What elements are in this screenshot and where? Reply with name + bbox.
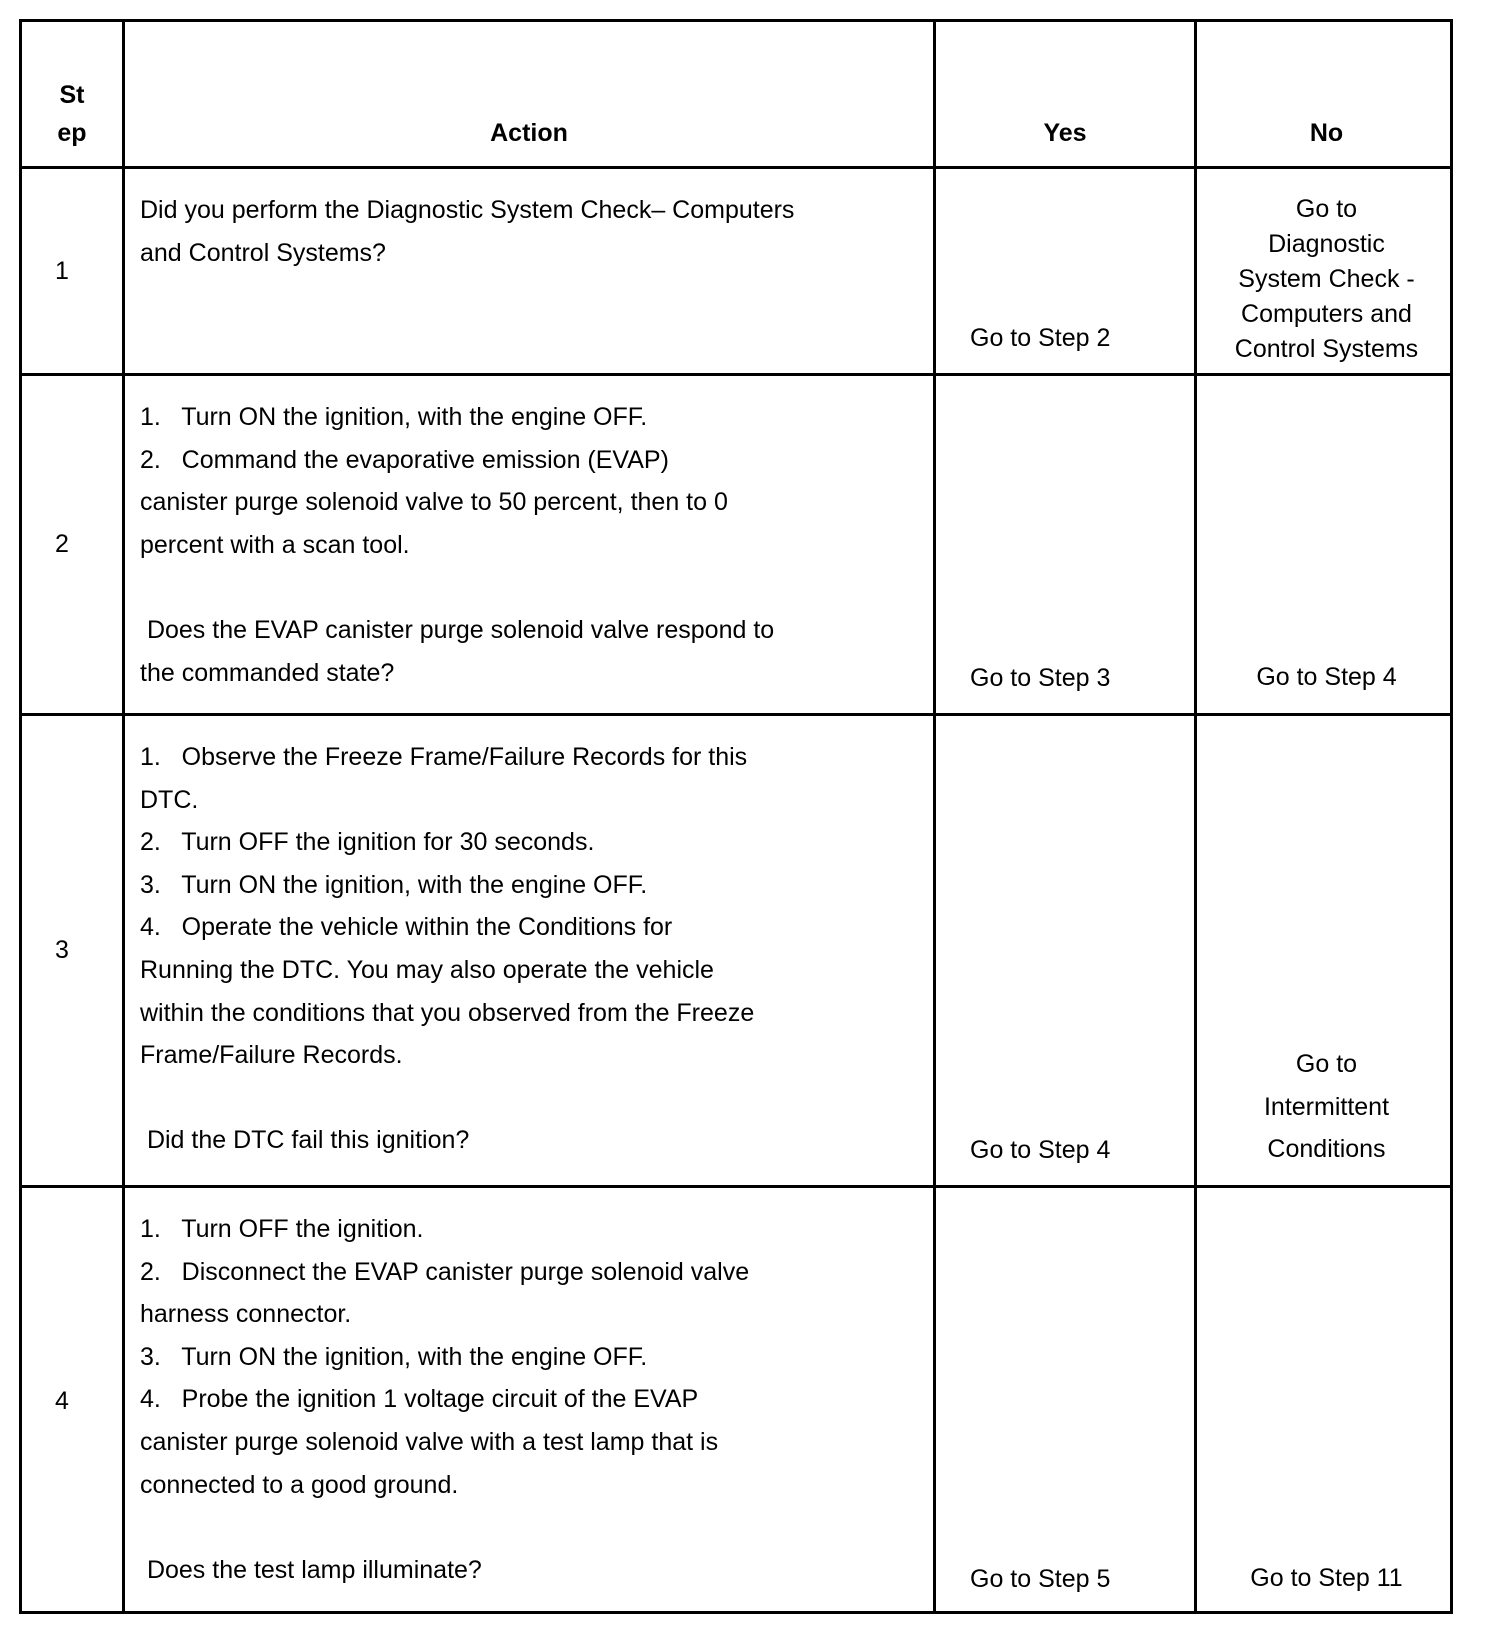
no-result-line: Diagnostic [1268, 230, 1385, 258]
action-line: 2. Turn OFF the ignition for 30 seconds. [140, 828, 595, 857]
action-line: 2. Disconnect the EVAP canister purge solenoid valve [140, 1257, 750, 1286]
header-step [22, 22, 125, 166]
action-cell [125, 376, 936, 713]
action-cell [125, 169, 936, 373]
header-no-label: No [1309, 119, 1344, 147]
no-cell [1197, 376, 1456, 713]
table-row [22, 1188, 1450, 1614]
action-line: canister purge solenoid valve to 50 percent, then to 0 [140, 488, 728, 517]
header-action-label: Action [490, 119, 568, 147]
step-number: 1 [22, 169, 125, 373]
no-result [1197, 192, 1456, 367]
no-result-line: Go to Step 11 [1250, 1564, 1403, 1593]
table-row [22, 376, 1450, 716]
no-result-line: Go to Step 4 [1256, 663, 1397, 692]
action-lines [140, 189, 925, 274]
action-line: 3. Turn ON the ignition, with the engine OFF. [140, 870, 648, 899]
step-number: 4 [22, 1188, 125, 1614]
yes-result: Go to Step 5 [970, 1565, 1111, 1593]
yes-result: Go to Step 4 [970, 1136, 1111, 1164]
action-line: 1. Turn ON the ignition, with the engine OFF. [140, 403, 648, 431]
no-result [1197, 1557, 1456, 1600]
no-result [1197, 656, 1456, 699]
header-step-line: ep [57, 119, 87, 147]
no-cell [1197, 716, 1456, 1185]
step-number: 3 [22, 716, 125, 1185]
action-line: Does the EVAP canister purge solenoid valve respond to [140, 615, 775, 644]
header-yes-label: Yes [1043, 119, 1087, 147]
action-line: and Control Systems? [140, 238, 386, 267]
action-line: Does the test lamp illuminate? [140, 1555, 482, 1584]
action-line [140, 1506, 925, 1549]
no-result-line: Conditions [1267, 1135, 1386, 1164]
action-line: 3. Turn ON the ignition, with the engine OFF. [140, 1342, 648, 1371]
header-yes [936, 22, 1197, 166]
step-number: 2 [22, 376, 125, 713]
action-line: canister purge solenoid valve with a test lamp that is [140, 1427, 719, 1456]
action-line: DTC. [140, 785, 199, 814]
action-line: Did the DTC fail this ignition? [140, 1126, 470, 1155]
table-row [22, 716, 1450, 1188]
action-lines [140, 1208, 925, 1591]
action-line: 1. Turn OFF the ignition. [140, 1215, 424, 1243]
action-line: 4. Probe the ignition 1 voltage circuit of the EVAP [140, 1385, 699, 1414]
no-result-line: Intermittent [1263, 1092, 1390, 1121]
action-line: Running the DTC. You may also operate the vehicle [140, 955, 714, 984]
action-cell [125, 1188, 936, 1614]
header-action [125, 22, 936, 166]
action-line: Frame/Failure Records. [140, 1041, 403, 1070]
no-result-line: Go to [1295, 1050, 1358, 1079]
action-lines [140, 396, 925, 694]
diagnostic-table [19, 19, 1453, 1614]
action-line [140, 566, 925, 609]
header-step-line: St [59, 81, 85, 109]
no-result [1197, 1043, 1456, 1171]
no-result-line: Computers and [1241, 300, 1412, 328]
action-line: within the conditions that you observed from the Freeze [140, 998, 755, 1027]
yes-cell [936, 1188, 1197, 1614]
header-no [1197, 22, 1456, 166]
no-result-line: System Check - [1238, 265, 1415, 293]
no-cell [1197, 169, 1456, 373]
no-result-line: Go to [1295, 195, 1358, 223]
action-line: 1. Observe the Freeze Frame/Failure Records for this [140, 743, 748, 771]
action-line: 4. Operate the vehicle within the Conditions for [140, 913, 673, 942]
action-line: percent with a scan tool. [140, 530, 410, 559]
action-lines [140, 736, 925, 1162]
table-row [22, 169, 1450, 376]
action-line: Did you perform the Diagnostic System Check– Computers [140, 196, 795, 224]
header-row [22, 22, 1450, 169]
yes-cell [936, 376, 1197, 713]
yes-cell [936, 716, 1197, 1185]
yes-cell [936, 169, 1197, 373]
no-result-line: Control Systems [1234, 335, 1419, 363]
action-line: the commanded state? [140, 658, 395, 687]
yes-result: Go to Step 2 [970, 324, 1111, 352]
action-line: 2. Command the evaporative emission (EVAP) [140, 445, 669, 474]
action-cell [125, 716, 936, 1185]
yes-result: Go to Step 3 [970, 664, 1111, 692]
action-line: harness connector. [140, 1300, 352, 1329]
no-cell [1197, 1188, 1456, 1614]
action-line [140, 1077, 925, 1120]
action-line: connected to a good ground. [140, 1470, 459, 1499]
